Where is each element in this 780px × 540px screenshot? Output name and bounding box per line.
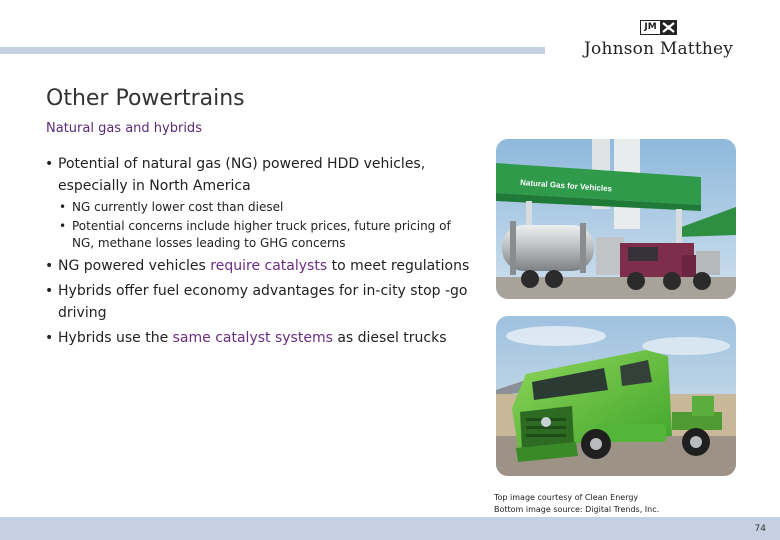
jm-mark-text: JM — [640, 20, 661, 35]
bullet-natural-gas-potential — [45, 153, 470, 197]
page-number: 74 — [754, 524, 766, 534]
bullet-text-part: to meet regulations — [327, 258, 470, 274]
image-credits — [494, 492, 659, 516]
bullet-hybrid-catalysts — [45, 327, 470, 349]
company-name: Johnson Matthey — [584, 39, 734, 59]
station-sign-text: Natural Gas for Vehicles — [519, 178, 613, 194]
slide-subtitle: Natural gas and hybrids — [46, 121, 202, 136]
credit-bottom-image: Bottom image source: Digital Trends, Inc. — [494, 505, 660, 514]
header-accent-bar — [0, 47, 545, 54]
cross-emblem-icon — [660, 20, 677, 35]
bullet-ng-catalysts — [45, 255, 470, 277]
bullet-text-part: as diesel trucks — [332, 330, 447, 346]
slide-title: Other Powertrains — [46, 86, 245, 111]
jm-logo-mark — [640, 20, 678, 35]
bullet-text: Potential of natural gas (NG) powered HDD vehicles, especially in North America — [58, 156, 426, 194]
johnson-matthey-logo — [584, 20, 734, 60]
sub-bullet-ng-cost — [45, 199, 470, 216]
sub-bullet-ng-concerns — [45, 218, 470, 252]
bullet-hybrid-fuel-economy — [45, 280, 470, 324]
credit-top-image: Top image courtesy of Clean Energy — [494, 493, 639, 502]
highlight-same-catalyst-systems: same catalyst systems — [172, 330, 333, 346]
highlight-require-catalysts: require catalysts — [210, 258, 328, 274]
bullet-dot: • — [59, 200, 67, 214]
bullet-dot: • — [45, 258, 54, 274]
bullet-text: Hybrids offer fuel economy advantages for in-city stop -go driving — [58, 283, 468, 321]
bullet-text-part: Hybrids use the — [58, 330, 173, 346]
footer-bar — [0, 517, 780, 540]
bullet-dot: • — [45, 283, 54, 299]
bullet-list — [45, 153, 470, 349]
bullet-dot: • — [59, 219, 67, 233]
green-hybrid-truck-photo — [496, 316, 736, 476]
natural-gas-station-photo — [496, 139, 736, 299]
bullet-text: NG currently lower cost than diesel — [72, 200, 284, 214]
bullet-text: Potential concerns include higher truck prices, future pricing of NG, methane losses leading to GHG concerns — [72, 219, 451, 250]
bullet-dot: • — [45, 156, 54, 172]
bullet-dot: • — [45, 330, 54, 346]
bullet-text-part: NG powered vehicles — [58, 258, 211, 274]
